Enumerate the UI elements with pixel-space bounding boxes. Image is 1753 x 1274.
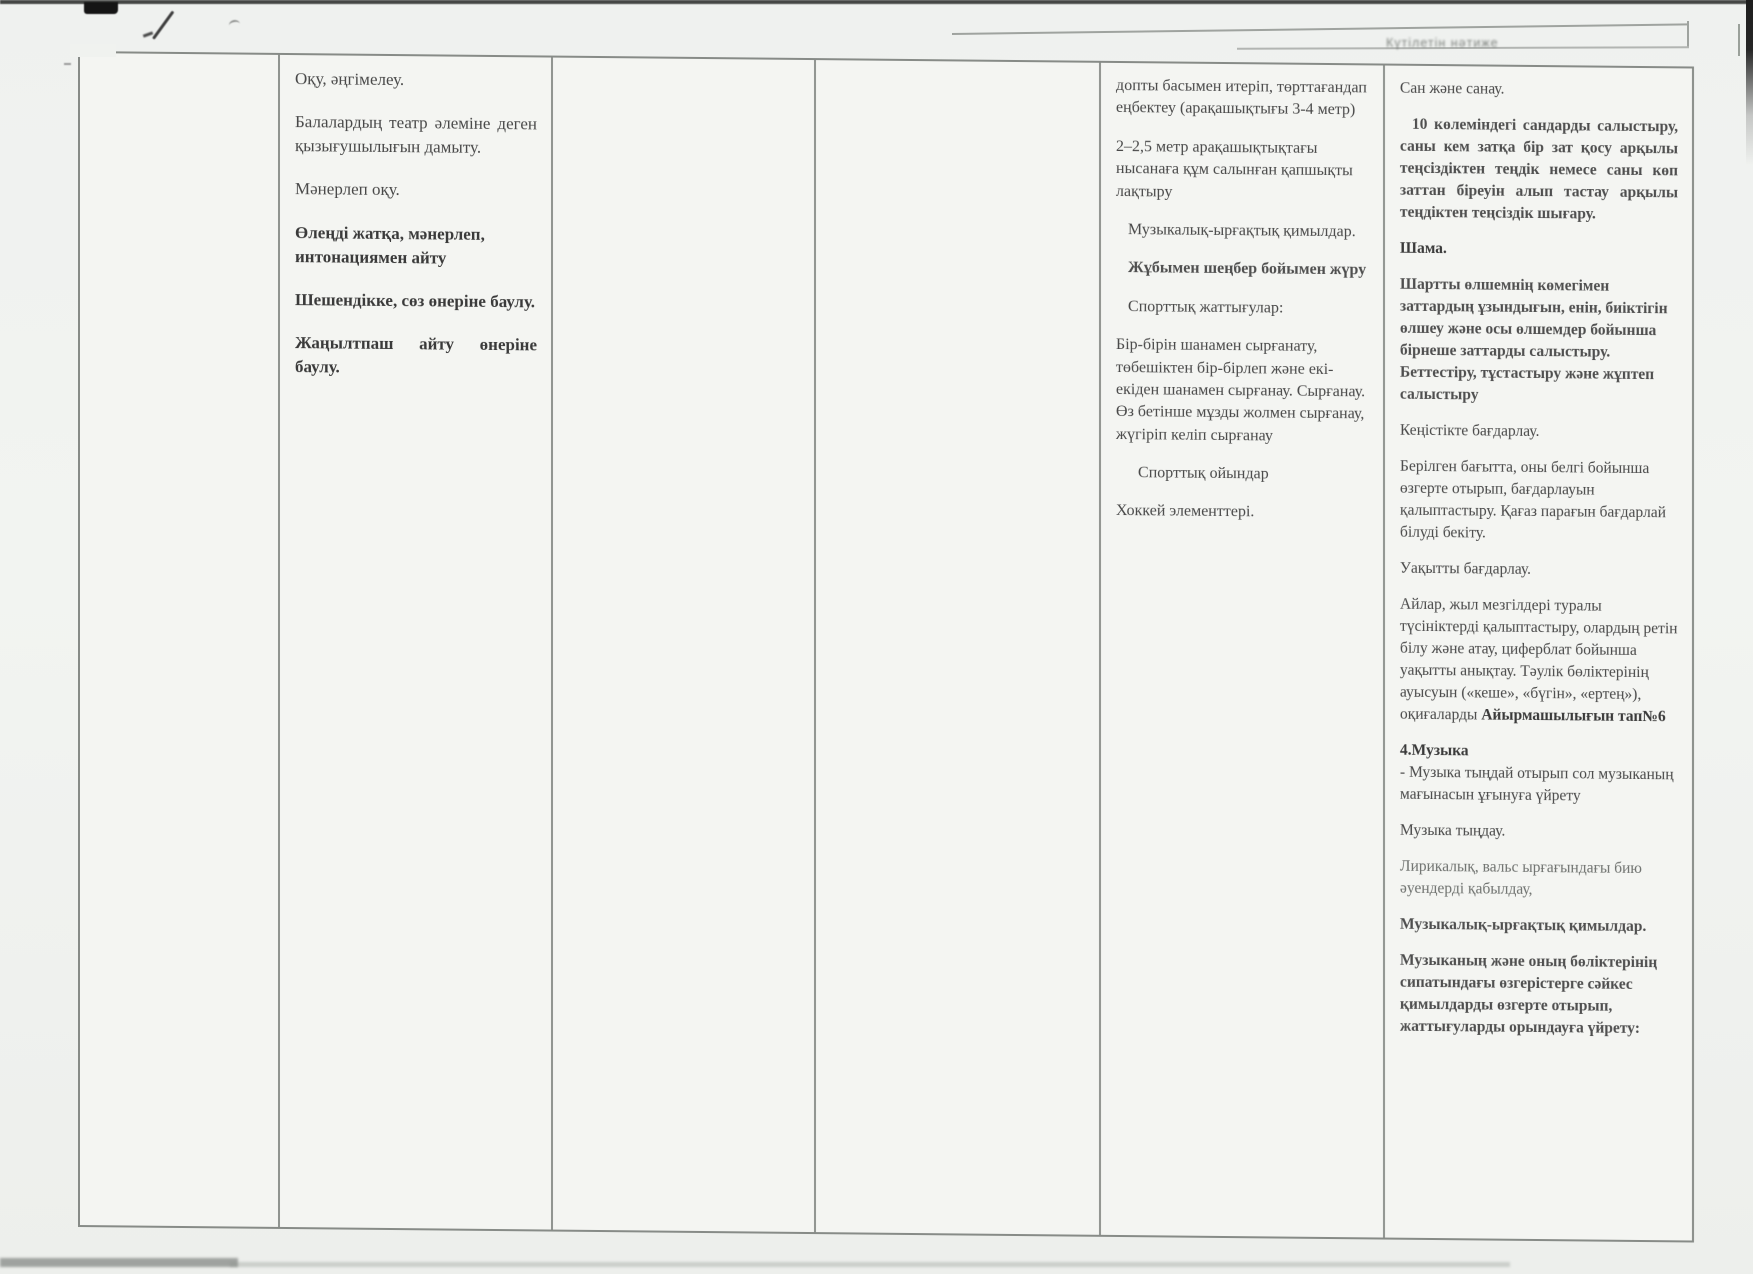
pen-check-mark xyxy=(228,19,240,30)
scan-artifact-fade-corner xyxy=(70,44,116,57)
ghost-header-text: Күтілетін нәтиже xyxy=(1386,36,1499,50)
paragraph: Оқу, әңгімелеу. xyxy=(295,69,405,90)
pen-stroke-mark xyxy=(152,10,174,39)
scan-artifact-bottom-smear xyxy=(230,1262,1510,1267)
paragraph: Бір-бірін шанамен сырғанату, төбешіктен бір-бірлеп және екі-екіден шанамен сырғанау. Сырғанау. Өз бетінше мұзды жолмен сырғанау, жүгіріп келіп сырғанау xyxy=(1116,336,1366,445)
paragraph: Шартты өлшемнің көмегімен заттардың ұзындығын, енін, биіктігін өлшеу және осы өлшемдер бойынша бірнеше заттарды салыстыру. Беттестіру, тұстастыру және жұптеп салыстыру xyxy=(1400,275,1668,404)
table-column-2 xyxy=(280,55,553,1230)
paragraph: Сан және санау. xyxy=(1400,79,1505,98)
table-column-5 xyxy=(1101,63,1385,1238)
table-column-6 xyxy=(1385,66,1692,1241)
paragraph: допты басымен итеріп, төрттағандап еңбектеу (арақашықтығы 3-4 метр) xyxy=(1116,76,1367,119)
paragraph: Музыкалық-ырғақтық қимылдар. xyxy=(1128,221,1356,241)
curriculum-table xyxy=(78,51,1694,1243)
table-column-4 xyxy=(816,60,1101,1235)
paragraph: Хоккей элементтері. xyxy=(1116,502,1255,521)
scan-artifact-corner-tick xyxy=(64,63,71,65)
paragraph: Шешендікке, сөз өнеріне баулу. xyxy=(295,289,535,312)
paragraph: Музыкалық-ырғақтық қимылдар. xyxy=(1400,915,1647,936)
paragraph: Кеңістікте бағдарлау. xyxy=(1400,421,1540,441)
paragraph: Музыканың және оның бөліктерінің сипатындағы өзгерістерге сәйкес қимылдарды өзгерте отырып, жаттығуларды орындауға үйрету: xyxy=(1400,951,1658,1037)
paragraph-text-bold: Айырмашылығын тап№6 xyxy=(1481,706,1666,726)
paragraph xyxy=(1400,594,1678,729)
scan-artifact-ink-blob xyxy=(84,2,118,14)
scan-artifact-bottom-smear-left xyxy=(0,1258,238,1267)
paragraph: Музыка тыңдау. xyxy=(1400,821,1506,840)
paragraph: Спорттық ойындар xyxy=(1138,464,1269,483)
paragraph: Спорттық жаттығулар: xyxy=(1128,297,1284,317)
scan-artifact-corner-shadow xyxy=(1746,0,1753,165)
paragraph-text: - Музыка тыңдай отырып сол музыканың мағынасын ұғынуға үйрету xyxy=(1400,763,1674,805)
paragraph: Берілген бағытта, оны белгі бойынша өзгерте отырып, бағдарлауын қалыптастыру. Қағаз парағын бағдарлай білуді бекіту. xyxy=(1400,457,1666,542)
paragraph-text: Айлар, жыл мезгілдері туралы түсініктерді қалыптастыру, олардың ретін білу және атау, циферблат бойынша уақытты анықтау. Тәулік бөліктерінің ауысуын («кеше», «бүгін», «ертең»), оқиғаларды xyxy=(1400,595,1678,724)
paragraph: 10 көлеміндегі сандарды салыстыру, саны кем затқа бір зат қосу арқылы теңсіздіктен теңдік немесе саны көп заттан біреуін алып тастау арқылы теңдіктен теңсіздік шығару. xyxy=(1400,115,1678,223)
paragraph: 2–2,5 метр арақашықтықтағы нысанаға құм салынған қапшықты лақтыру xyxy=(1116,137,1353,201)
paper-edge-line-top xyxy=(952,23,1689,35)
table-column-3 xyxy=(553,58,816,1233)
scan-artifact-top-bar xyxy=(0,0,1753,4)
page-edge-line-right xyxy=(1738,24,1740,56)
paragraph: Жаңылтпаш айту өнеріне баулу. xyxy=(295,332,537,377)
section-heading: 4.Музыка xyxy=(1400,741,1469,760)
paragraph: Жұбымен шеңбер бойымен жүру xyxy=(1128,259,1367,279)
paragraph: Шама. xyxy=(1400,239,1447,258)
table-column-1 xyxy=(80,53,280,1227)
paragraph: Балалардың театр әлеміне деген қызығушылығын дамыту. xyxy=(295,112,537,158)
paragraph: Лирикалық, вальс ырғағындағы бию әуендерді қабылдау, xyxy=(1400,857,1642,898)
paragraph: Өлеңді жатқа, мәнерлеп, интонациямен айту xyxy=(295,222,485,268)
paper-edge-corner xyxy=(1687,21,1689,48)
paragraph: Уақытты бағдарлау. xyxy=(1400,559,1531,578)
paragraph xyxy=(1400,740,1678,809)
paragraph: Мәнерлеп оқу. xyxy=(295,179,400,200)
